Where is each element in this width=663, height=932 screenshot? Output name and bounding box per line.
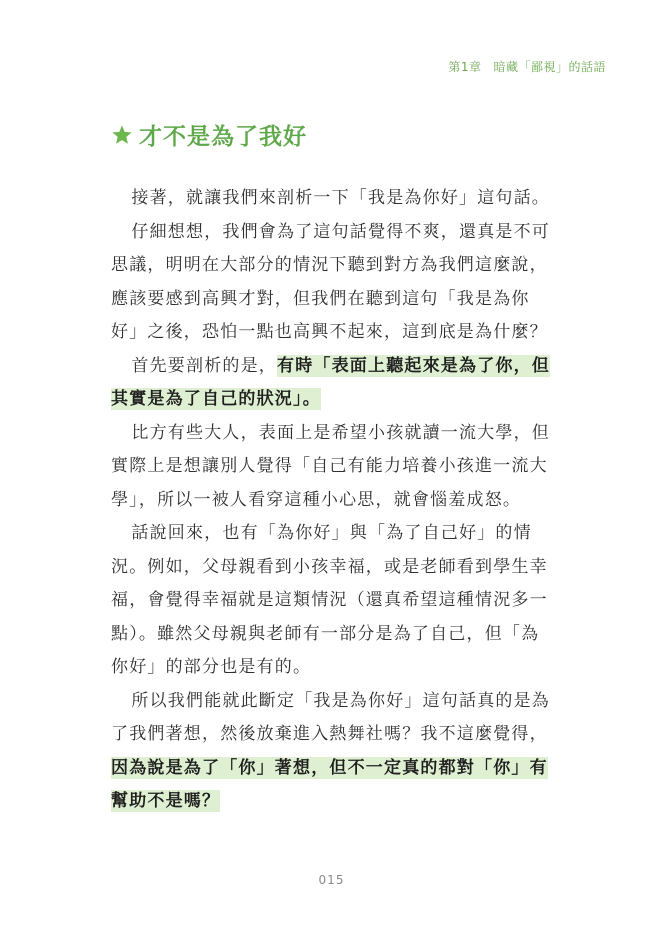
paragraph xyxy=(111,350,552,417)
body-text xyxy=(111,182,552,819)
text-run: 所以我們能就此斷定「我是為你好」這句話真的是為了我們著想，然後放棄進入熱舞社嗎？我不這麼覺得， xyxy=(111,690,550,744)
text-run: 比方有些大人，表面上是希望小孩就讀一流大學，但實際上是想讓別人覺得「自己有能力培養小孩進一流大學」，所以一被人看穿這種小心思，就會惱羞成怒。 xyxy=(111,422,550,510)
chapter-title: 暗藏「鄙視」的話語 xyxy=(493,60,606,74)
highlighted-text: 有時「表面上聽起來是為了你，但其實是為了自己的狀況」。 xyxy=(111,355,550,409)
highlighted-text: 因為說是為了「你」著想，但不一定真的都對「你」有幫助不是嗎？ xyxy=(111,757,548,811)
page-number: 015 xyxy=(318,873,345,887)
text-run: 話說回來，也有「為你好」與「為了自己好」的情況。例如，父母親看到小孩幸福，或是老師看到學生幸福，會覺得幸福就是這類情況（還真希望這種情況多一點）。雖然父母親與老師有一部分是為了自己，但「為你好」的部分也是有的。 xyxy=(111,523,548,677)
section-title-text: 才不是為了我好 xyxy=(139,124,307,150)
paragraph xyxy=(111,417,552,518)
text-run: 首先要剖析的是， xyxy=(131,355,277,376)
paragraph xyxy=(111,182,552,216)
running-header xyxy=(448,58,606,75)
paragraph xyxy=(111,517,552,685)
text-run: 仔細想想，我們會為了這句話覺得不爽，還真是不可思議，明明在大部分的情況下聽到對方為我們這麼說，應該要感到高興才對，但我們在聽到這句「我是為你好」之後，恐怕一點也高興不起來，這到底是為什麼？ xyxy=(111,221,550,342)
star-icon xyxy=(111,124,133,146)
paragraph xyxy=(111,685,552,819)
chapter-label: 第1章 xyxy=(448,60,482,74)
paragraph xyxy=(111,216,552,350)
text-run: 接著，就讓我們來剖析一下「我是為你好」這句話。 xyxy=(131,188,550,208)
section-title xyxy=(111,118,307,151)
